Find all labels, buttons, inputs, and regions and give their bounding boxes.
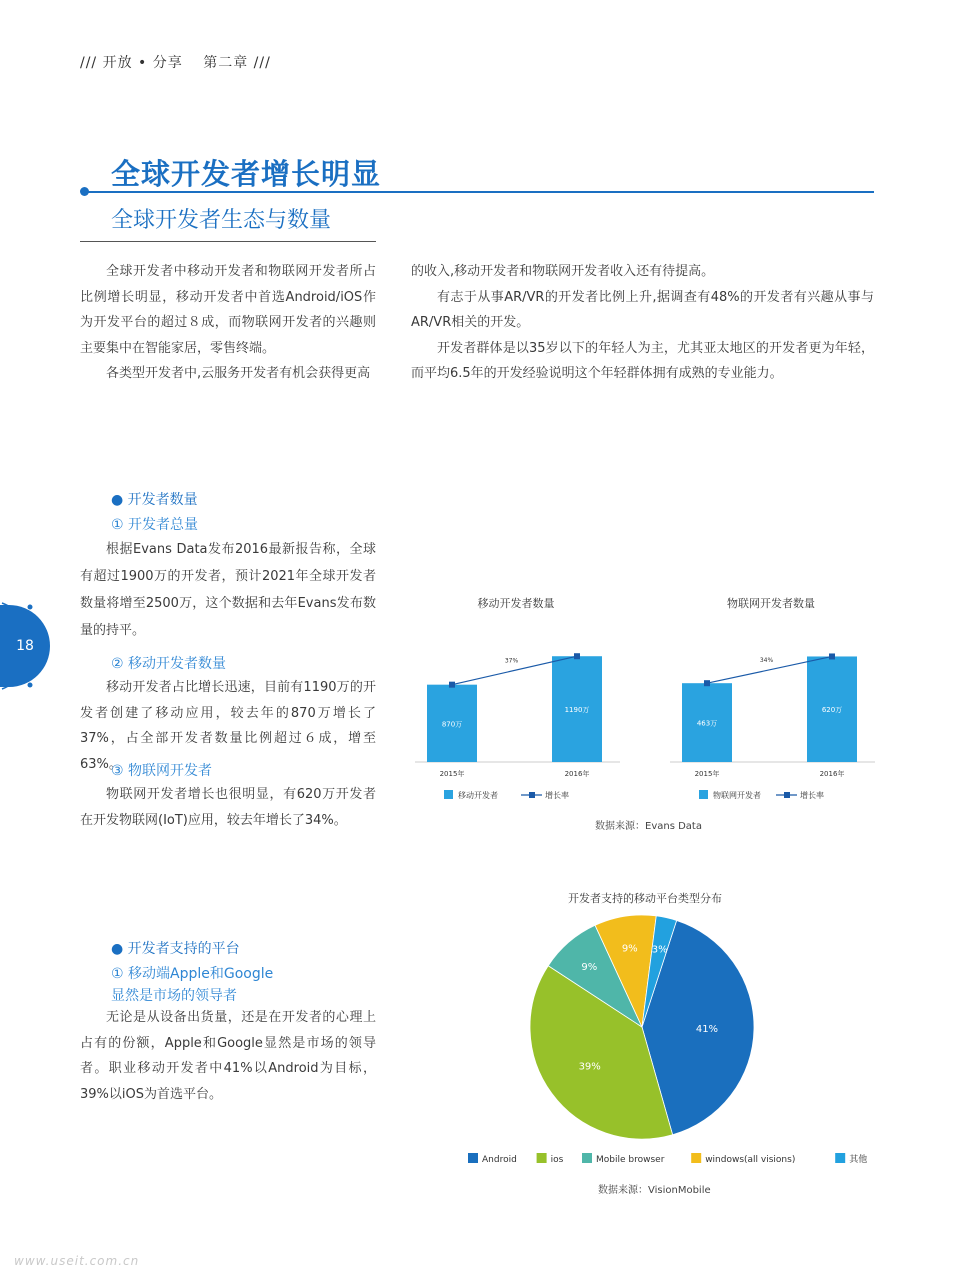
intro-column-2 (411, 259, 874, 387)
growth-rate-label: 37% (504, 657, 519, 665)
legend-swatch (537, 1153, 547, 1163)
chart-title: 开发者支持的移动平台类型分布 (568, 892, 722, 905)
growth-marker (574, 653, 580, 659)
legend-swatch-bar (699, 790, 708, 799)
legend-label: 其他 (849, 1155, 868, 1165)
legend-label: Mobile browser (596, 1155, 665, 1165)
bar-chart-1 (415, 596, 620, 800)
bar-charts (400, 585, 880, 835)
chart-title: 移动开发者数量 (477, 597, 555, 610)
x-tick-label: 2015年 (694, 770, 720, 778)
x-tick-label: 2015年 (439, 770, 465, 778)
source-bars: 数据来源：Evans Data (595, 821, 702, 832)
section-heading (111, 489, 198, 509)
legend-label: 增长率 (545, 791, 569, 800)
paragraph-text: 根据Evans Data发布2016最新报告称，全球有超过1900万的开发者，预计2021年全球开发者数量将增至2500万，这个数据和去年Evans发布数量的持平。 (80, 542, 376, 638)
bar-data-label: 463万 (696, 719, 718, 728)
legend-marker (784, 792, 790, 798)
x-tick-label: 2016年 (819, 770, 845, 778)
growth-marker (704, 680, 710, 686)
intro-paragraph: 全球开发者中移动开发者和物联网开发者所占比例增长明显，移动开发者中首选Android/iOS作为开发平台的超过８成，而物联网开发者的兴趣则主要集中在智能家居，零售终端。 (80, 264, 376, 356)
paragraph-text: 物联网开发者增长也很明显，有620万开发者在开发物联网(IoT)应用，较去年增长了34%。 (80, 787, 376, 828)
bar-data-label: 1190万 (564, 706, 590, 715)
page-number: 18 (0, 605, 50, 687)
paragraph-total (80, 536, 376, 644)
running-header: /// 开放 • 分享 第二章 /// (80, 55, 271, 71)
bar-data-label: 620万 (821, 706, 843, 715)
subheading-total: ① 开发者总量 (111, 517, 199, 533)
watermark: www.useit.com.cn (14, 1254, 140, 1268)
legend-label: 移动开发者 (458, 791, 498, 800)
page-title: 全球开发者增长明显 (111, 157, 382, 191)
legend-label: Android (482, 1155, 517, 1165)
pie-data-label: 41% (695, 1024, 719, 1036)
pie-data-label: 9% (621, 943, 638, 955)
intro-paragraph: 各类型开发者中,云服务开发者有机会获得更高 (106, 366, 371, 381)
intro-paragraph: 有志于从事AR/VR的开发者比例上升,据调查有48%的开发者有兴趣从事与AR/VR相关的开发。 (411, 289, 874, 330)
legend-swatch (468, 1153, 478, 1163)
paragraph-platform (80, 1005, 376, 1107)
legend-swatch (582, 1153, 592, 1163)
legend-label: 物联网开发者 (713, 791, 761, 800)
section-heading-text: ● 开发者支持的平台 (111, 941, 240, 957)
pie-slices (530, 915, 754, 1139)
legend-label: 增长率 (800, 791, 824, 800)
section-heading-text: ● 开发者数量 (111, 492, 198, 508)
intro-paragraph: 开发者群体是以35岁以下的年轻人为主，尤其亚太地区的开发者更为年轻，而平均6.5年的开发经验说明这个年轻群体拥有成熟的专业能力。 (411, 340, 874, 381)
title-rule (85, 191, 874, 193)
pie-data-label: 39% (578, 1061, 601, 1073)
pie-data-label: 9% (581, 961, 598, 973)
paragraph-text: 无论是从设备出货量，还是在开发者的心理上占有的份额，Apple和Google显然是市场的领导者。职业移动开发者中41%以Android为目标，39%以iOS为首选平台。 (80, 1010, 376, 1102)
intro-column-1 (80, 259, 376, 387)
subheading-iot: ③ 物联网开发者 (111, 763, 213, 779)
subtitle-rule (80, 241, 376, 242)
page-subtitle: 全球开发者生态与数量 (111, 208, 332, 233)
growth-rate-label: 34% (759, 656, 774, 664)
x-tick-label: 2016年 (564, 770, 590, 778)
source-pie: 数据来源：VisionMobile (598, 1185, 711, 1196)
legend-label: windows(all visions) (705, 1155, 796, 1165)
legend-swatch (835, 1153, 845, 1163)
paragraph-text: 移动开发者占比增长迅速，目前有1190万的开发者创建了移动应用，较去年的870万增长了37%，占全部开发者数量比例超过６成，增至63%。 (80, 680, 376, 772)
section-heading (111, 938, 240, 958)
intro-paragraph: 的收入,移动开发者和物联网开发者收入还有待提高。 (411, 264, 715, 279)
paragraph-iot (80, 782, 376, 833)
pie-data-label: 3% (651, 944, 668, 956)
pie-chart (450, 885, 870, 1205)
subheading-platform: ① 移动端Apple和Google (111, 966, 274, 982)
bar-chart-2 (670, 596, 875, 800)
subheading-mobile: ② 移动开发者数量 (111, 656, 227, 672)
bar-data-label: 870万 (441, 720, 463, 729)
legend-marker (529, 792, 535, 798)
legend-swatch-bar (444, 790, 453, 799)
legend-swatch (691, 1153, 701, 1163)
chart-title: 物联网开发者数量 (727, 597, 815, 610)
legend-label: ios (550, 1155, 564, 1165)
growth-marker (829, 653, 835, 659)
growth-marker (449, 682, 455, 688)
subheading-platform-line2: 显然是市场的领导者 (111, 988, 237, 1004)
